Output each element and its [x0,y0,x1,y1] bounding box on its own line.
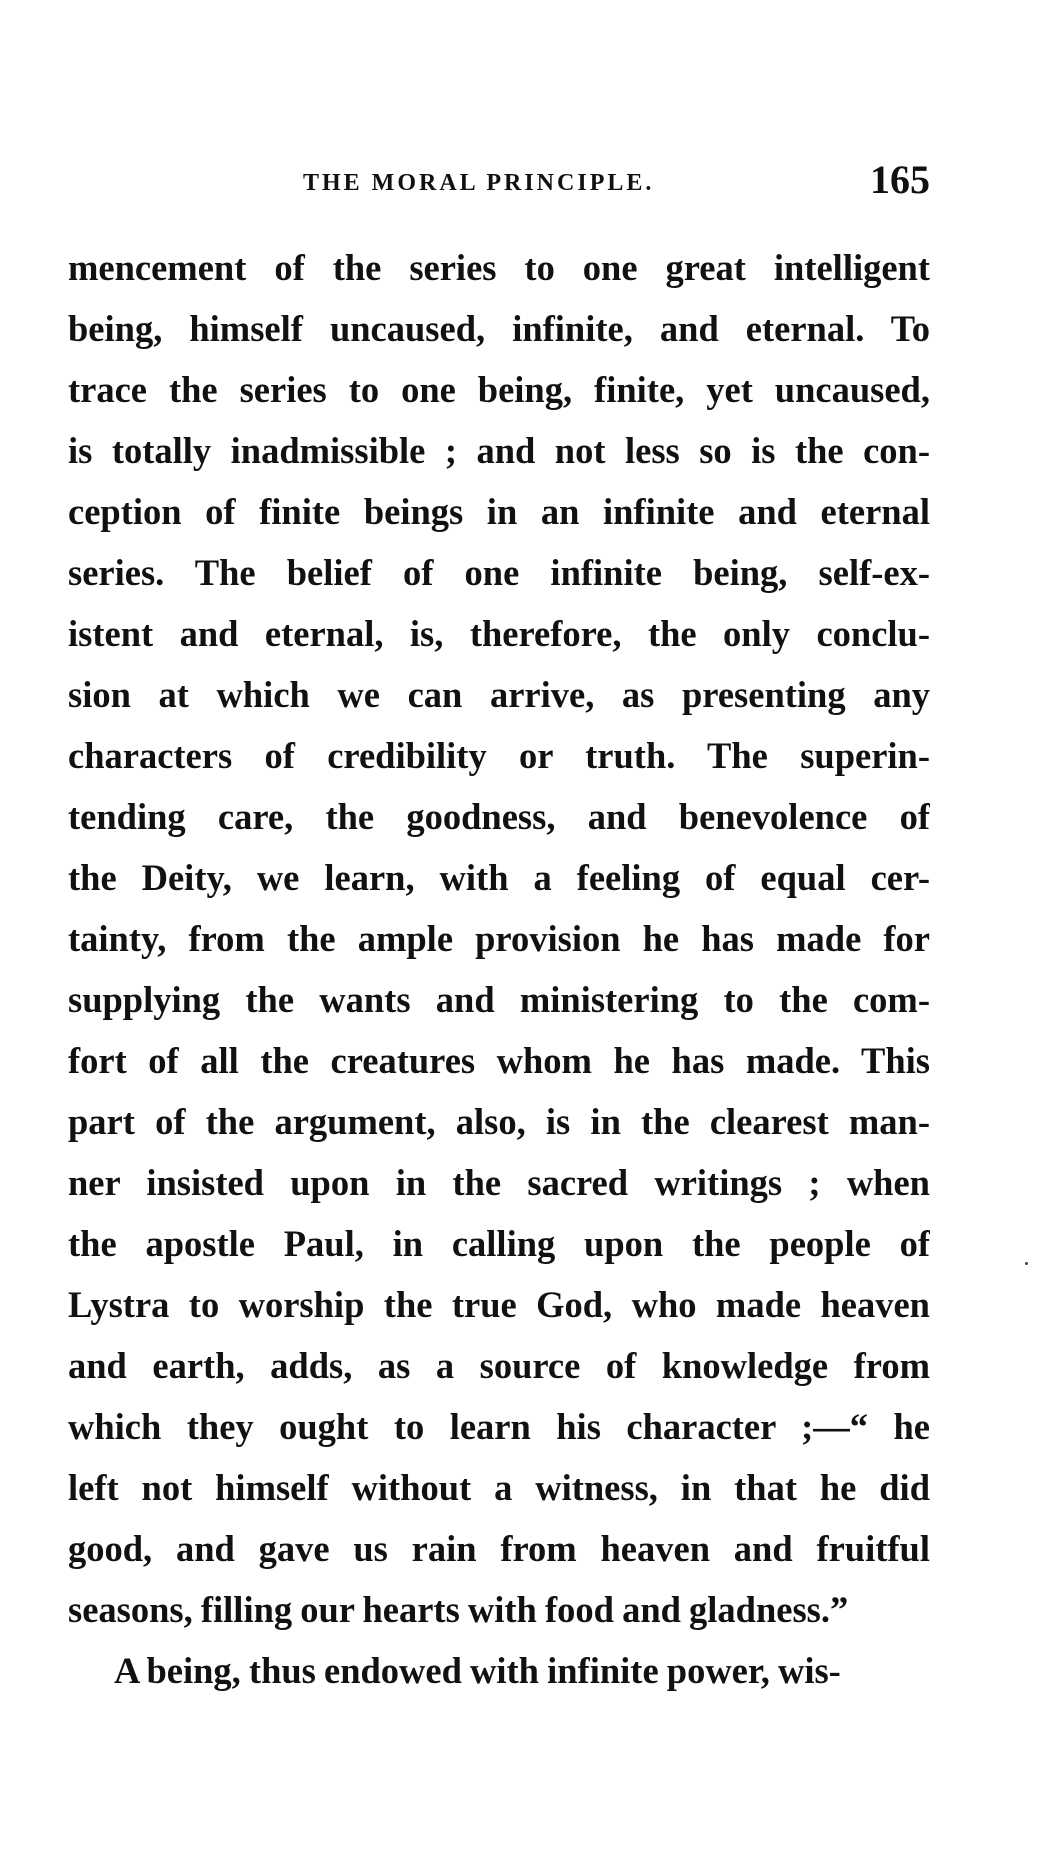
scan-speck [1025,1262,1028,1265]
text-line: ception of finite beings in an infinite and eternal [68,491,930,532]
text-line: series. The belief of one infinite being, self-ex- [68,552,930,593]
page-number: 165 [870,157,930,202]
text-line: the Deity, we learn, with a feeling of equal cer- [68,857,930,898]
text-line: is totally inadmissible ; and not less so is the con- [68,430,930,471]
text-line: fort of all the creatures whom he has made. This [68,1040,930,1081]
text-line: seasons, filling our hearts with food and gladness.” [68,1589,849,1630]
text-line: characters of credibility or truth. The superin- [68,735,930,776]
paragraph-start-line: A being, thus endowed with infinite power, wis- [114,1650,841,1691]
text-line: istent and eternal, is, therefore, the only conclu- [68,613,930,654]
text-line: part of the argument, also, is in the clearest man- [68,1101,930,1142]
text-line: being, himself uncaused, infinite, and eternal. To [68,308,930,349]
text-line: mencement of the series to one great intelligent [68,247,930,288]
text-line: ner insisted upon in the sacred writings ; when [68,1162,930,1203]
text-line: and earth, adds, as a source of knowledge from [68,1345,930,1386]
text-line: left not himself without a witness, in that he did [68,1467,930,1508]
text-line: tainty, from the ample provision he has made for [68,918,930,959]
text-line: supplying the wants and ministering to the com- [68,979,930,1020]
text-line: sion at which we can arrive, as presenting any [68,674,930,715]
body-text [68,237,930,1701]
running-title: THE MORAL PRINCIPLE. [303,170,655,196]
text-line: which they ought to learn his character ;—“ he [68,1406,930,1447]
text-line: good, and gave us rain from heaven and fruitful [68,1528,930,1569]
text-line: trace the series to one being, finite, yet uncaused, [68,369,930,410]
text-line: Lystra to worship the true God, who made heaven [68,1284,930,1325]
running-head [68,150,930,210]
text-line: tending care, the goodness, and benevolence of [68,796,930,837]
text-line: the apostle Paul, in calling upon the people of [68,1223,930,1264]
